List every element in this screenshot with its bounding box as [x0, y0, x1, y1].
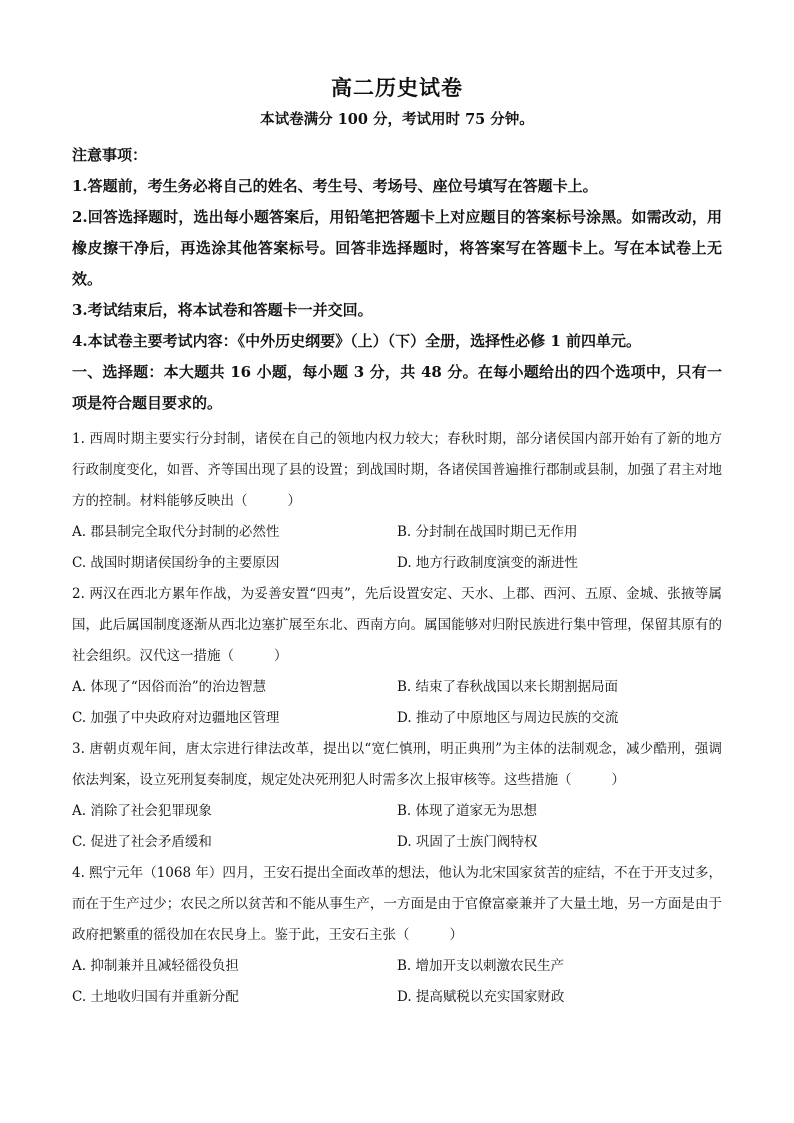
option-d: D. 推动了中原地区与周边民族的交流 [397, 710, 619, 726]
question-stem [72, 424, 722, 517]
stem-close: ） [611, 772, 625, 788]
options [72, 672, 722, 734]
question-1 [72, 424, 722, 579]
option-b: B. 分封制在战国时期已无作用 [397, 524, 578, 540]
question-stem [72, 579, 722, 672]
question-stem [72, 734, 722, 796]
option-b: B. 增加开支以刺激农民生产 [397, 958, 565, 974]
option-c: C. 战国时期诸侯国纷争的主要原因 [72, 555, 280, 571]
stem-text: 4. 熙宁元年（1068 年）四月，王安石提出全面改革的想法，他认为北宋国家贫苦的症结，不在于开支过多，而在于生产过少；农民之所以贫苦和不能从事生产，一方面是由于官僚富豪兼并了大量土地，另一方面是由于政府把繁重的徭役加在农民身上。鉴于此，王安石主张（ [72, 865, 722, 943]
questions-list [72, 424, 722, 1013]
stem-text: 3. 唐朝贞观年间，唐太宗进行律法改革，提出以“宽仁慎刑，明正典刑”为主体的法制观念，减少酷刑，强调依法判案，设立死刑复奏制度，规定处决死刑犯人时需多次上报审核等。这些措施（ [72, 741, 722, 788]
question-3 [72, 734, 722, 858]
options [72, 951, 722, 1013]
options [72, 796, 722, 858]
question-2 [72, 579, 722, 734]
option-b: B. 结束了春秋战国以来长期割据局面 [397, 679, 619, 695]
option-a: A. 消除了社会犯罪现象 [72, 803, 212, 819]
note-item: 4.本试卷主要考试内容：《中外历史纲要》（上）（下）全册，选择性必修 1 前四单元。 [72, 332, 642, 350]
note-item: 3.考试结束后，将本试卷和答题卡一并交回。 [72, 301, 373, 319]
option-d: D. 地方行政制度演变的渐进性 [397, 555, 578, 571]
question-4 [72, 858, 722, 1013]
stem-close: ） [287, 493, 301, 509]
option-a: A. 郡县制完全取代分封制的必然性 [72, 524, 280, 540]
section-heading: 一、选择题：本大题共 16 小题，每小题 3 分，共 48 分。在每小题给出的四个选项中，只有一项是符合题目要求的。 [72, 363, 722, 412]
stem-close: ） [274, 648, 288, 664]
stem-text: 1. 西周时期主要实行分封制，诸侯在自己的领地内权力较大；春秋时期，部分诸侯国内部开始有了新的地方行政制度变化，如晋、齐等国出现了县的设置；到战国时期，各诸侯国普遍推行郡制或县制，加强了君主对地方的控制。材料能够反映出（ [72, 431, 722, 509]
stem-close: ） [449, 927, 463, 943]
note-item: 2.回答选择题时，选出每小题答案后，用铅笔把答题卡上对应题目的答案标号涂黑。如需改动，用橡皮擦干净后，再选涂其他答案标号。回答非选择题时，将答案写在答题卡上。写在本试卷上无效。 [72, 208, 722, 288]
option-a: A. 体现了“因俗而治”的治边智慧 [72, 679, 267, 695]
notes-section [72, 140, 722, 419]
option-d: D. 巩固了士族门阀特权 [397, 834, 538, 850]
stem-text: 2. 两汉在西北方累年作战，为妥善安置“四夷”，先后设置安定、天水、上郡、西河、五原、金城、张掖等属国，此后属国制度逐渐从西北边塞扩展至东北、西南方向。属国能够对归附民族进行集中管理，保留其原有的社会组织。汉代这一措施（ [72, 586, 722, 664]
option-c: C. 加强了中央政府对边疆地区管理 [72, 710, 280, 726]
option-c: C. 土地收归国有并重新分配 [72, 989, 239, 1005]
notes-heading: 注意事项： [72, 146, 148, 164]
question-stem [72, 858, 722, 951]
options [72, 517, 722, 579]
option-a: A. 抑制兼并且减轻徭役负担 [72, 958, 239, 974]
note-item: 1.答题前，考生务必将自己的姓名、考生号、考场号、座位号填写在答题卡上。 [72, 177, 598, 195]
page-title: 高二历史试卷 [331, 76, 463, 100]
option-c: C. 促进了社会矛盾缓和 [72, 834, 212, 850]
option-b: B. 体现了道家无为思想 [397, 803, 538, 819]
option-d: D. 提高赋税以充实国家财政 [397, 989, 565, 1005]
exam-info: 本试卷满分 100 分，考试用时 75 分钟。 [260, 111, 534, 128]
